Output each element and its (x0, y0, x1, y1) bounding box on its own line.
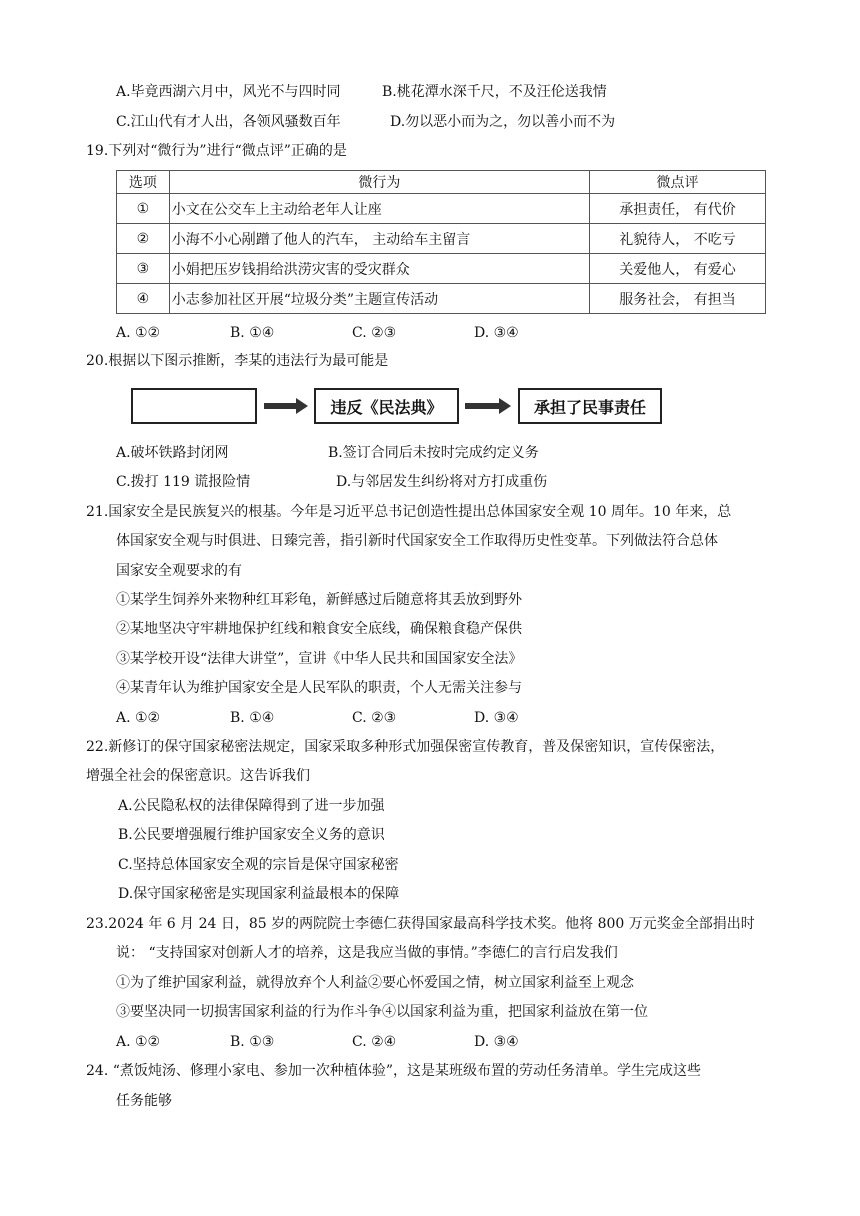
flow-arrow (465, 401, 511, 411)
row-number: ① (117, 194, 170, 224)
q19-stem: 19.下列对“微行为”进行“微点评”正确的是 (86, 143, 347, 159)
flow-arrow (264, 401, 308, 411)
choice-a: A. ①② (116, 1034, 161, 1050)
choice-d: D. ③④ (474, 1034, 519, 1050)
q22-option-a: A.公民隐私权的法律保障得到了进一步加强 (118, 798, 385, 814)
row-number: ③ (117, 254, 170, 284)
row-number: ② (117, 224, 170, 254)
header-option: 选项 (117, 171, 170, 194)
row-behavior: 小娟把压岁钱捐给洪涝灾害的受灾群众 (169, 254, 589, 284)
row-behavior: 小志参加社区开展“垃圾分类”主题宣传活动 (169, 284, 589, 314)
header-behavior: 微行为 (169, 171, 589, 194)
q22-stem-line1: 22.新修订的保守国家秘密法规定，国家采取多种形式加强保密宣传教育，普及保密知识，宣传保密法， (86, 739, 725, 755)
choice-a: A. ①② (116, 325, 161, 341)
choice-c: C. ②④ (352, 1034, 397, 1050)
row-behavior: 小文在公交车上主动给老年人让座 (169, 194, 589, 224)
table-row (117, 224, 766, 254)
q22-option-d: D.保守国家秘密是实现国家利益最根本的保障 (118, 886, 400, 902)
q21-item-2: ②某地坚决守牢耕地保护红线和粮食安全底线，确保粮食稳产保供 (116, 621, 522, 637)
choice-c: C. ②③ (352, 710, 397, 726)
row-number: ④ (117, 284, 170, 314)
choice-d: D. ③④ (474, 325, 519, 341)
q21-item-3: ③某学校开设“法律大讲堂”，宣讲《中华人民共和国国家安全法》 (116, 651, 523, 667)
choice-a: A. ①② (116, 710, 161, 726)
q21-item-4: ④某青年认为维护国家安全是人民军队的职责，个人无需关注参与 (116, 680, 522, 696)
q20-option-d: D.与邻居发生纠纷将对方打成重伤 (336, 474, 548, 490)
q18-option-a: A.毕竟西湖六月中，风光不与四时同 (116, 84, 341, 100)
q22-stem-line2: 增强全社会的保密意识。这告诉我们 (86, 768, 310, 784)
flow-box-liability: 承担了民事责任 (518, 388, 662, 424)
table-row (117, 254, 766, 284)
table-header-row (117, 171, 766, 194)
q24-stem-line2: 任务能够 (116, 1093, 172, 1109)
choice-b: B. ①④ (230, 325, 275, 341)
q23-items-line2: ③要坚决同一切损害国家利益的行为作斗争④以国家利益为重，把国家利益放在第一位 (116, 1004, 648, 1020)
choice-d: D. ③④ (474, 710, 519, 726)
q23-stem-line1: 23.2024 年 6 月 24 日，85 岁的两院院士李德仁获得国家最高科学技术奖。他将 800 万元奖金全部捐出时 (86, 916, 755, 932)
q20-stem: 20.根据以下图示推断，李某的违法行为最可能是 (86, 353, 389, 369)
row-behavior: 小海不小心剐蹭了他人的汽车， 主动给车主留言 (169, 224, 589, 254)
q21-stem-line2: 体国家安全观与时俱进、日臻完善，指引新时代国家安全工作取得历史性变革。下列做法符合总体 (116, 533, 718, 549)
q22-option-c: C.坚持总体国家安全观的宗旨是保守国家秘密 (118, 857, 399, 873)
choice-b: B. ①③ (230, 1034, 275, 1050)
row-comment: 服务社会， 有担当 (590, 284, 766, 314)
header-comment: 微点评 (590, 171, 766, 194)
choice-c: C. ②③ (352, 325, 397, 341)
q20-option-b: B.签订合同后未按时完成约定义务 (328, 445, 539, 461)
q23-stem-line2: 说： “支持国家对创新人才的培养，这是我应当做的事情。”李德仁的言行启发我们 (116, 945, 618, 961)
row-comment: 礼貌待人， 不吃亏 (590, 224, 766, 254)
q20-option-a: A.破坏铁路封闭网 (116, 445, 229, 461)
q21-stem-line3: 国家安全观要求的有 (116, 563, 242, 579)
row-comment: 关爱他人， 有爱心 (590, 254, 766, 284)
choice-b: B. ①④ (230, 710, 275, 726)
q19-table (116, 170, 766, 314)
q22-option-b: B.公民要增强履行维护国家安全义务的意识 (118, 827, 385, 843)
q21-item-1: ①某学生饲养外来物种红耳彩龟，新鲜感过后随意将其丢放到野外 (116, 592, 522, 608)
row-comment: 承担责任， 有代价 (590, 194, 766, 224)
table-row (117, 284, 766, 314)
q20-option-c: C.拨打 119 谎报险情 (116, 474, 251, 490)
table-row (117, 194, 766, 224)
q18-option-c: C.江山代有才人出，各领风骚数百年 (116, 114, 341, 130)
q21-stem-line1: 21.国家安全是民族复兴的根基。今年是习近平总书记创造性提出总体国家安全观 10 周年。10 年来，总 (86, 504, 732, 520)
q23-items-line1: ①为了维护国家利益，就得放弃个人利益②要心怀爱国之情，树立国家利益至上观念 (116, 975, 634, 991)
q18-option-b: B.桃花潭水深千尺，不及汪伦送我情 (382, 84, 607, 100)
q24-stem-line1: 24. “煮饭炖汤、修理小家电、参加一次种植体验”，这是某班级布置的劳动任务清单。学生完成这些 (86, 1063, 702, 1079)
flow-box-blank (131, 388, 257, 424)
flow-box-violation: 违反《民法典》 (314, 388, 459, 424)
q18-option-d: D.勿以恶小而为之，勿以善小而不为 (390, 114, 616, 130)
